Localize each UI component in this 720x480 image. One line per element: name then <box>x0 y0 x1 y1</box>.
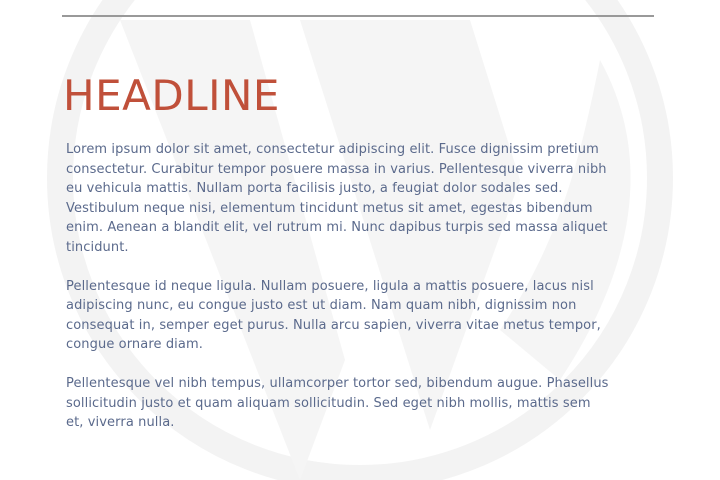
text-line: Pellentesque vel nibh tempus, ullamcorper tortor sed, bibendum augue. Phasellus <box>66 376 609 391</box>
text-line: enim. Aenean a blandit elit, vel rutrum mi. Nunc dapibus turpis sed massa aliquet <box>66 220 608 235</box>
paragraph-2 <box>66 277 666 355</box>
paragraph-1 <box>66 140 666 257</box>
text-line: sollicitudin justo et quam aliquam sollicitudin. Sed eget nibh mollis, mattis sem <box>66 395 591 411</box>
text-line: consectetur. Curabitur tempor posuere massa in varius. Pellentesque viverra nibh <box>66 161 607 177</box>
body-text <box>66 140 666 452</box>
paragraph-3 <box>66 374 666 433</box>
text-line: Lorem ipsum dolor sit amet, consectetur adipiscing elit. Fusce dignissim pretium <box>66 142 599 157</box>
text-line: Pellentesque id neque ligula. Nullam posuere, ligula a mattis posuere, lacus nisl <box>66 278 594 294</box>
top-divider <box>62 15 654 17</box>
headline: HEADLINE <box>63 71 280 120</box>
text-line: eu vehicula mattis. Nullam porta facilisis justo, a feugiat dolor sodales sed. <box>66 181 563 196</box>
text-line: Vestibulum neque nisi, elementum tincidunt metus sit amet, egestas bibendum <box>66 200 593 216</box>
text-line: et, viverra nulla. <box>66 415 175 430</box>
text-line: consequat in, semper eget purus. Nulla arcu sapien, viverra vitae metus tempor, <box>66 317 601 333</box>
text-line: tincidunt. <box>66 239 129 255</box>
text-line: adipiscing nunc, eu congue justo est ut diam. Nam quam nibh, dignissim non <box>66 298 577 313</box>
text-line: congue ornare diam. <box>66 337 203 352</box>
